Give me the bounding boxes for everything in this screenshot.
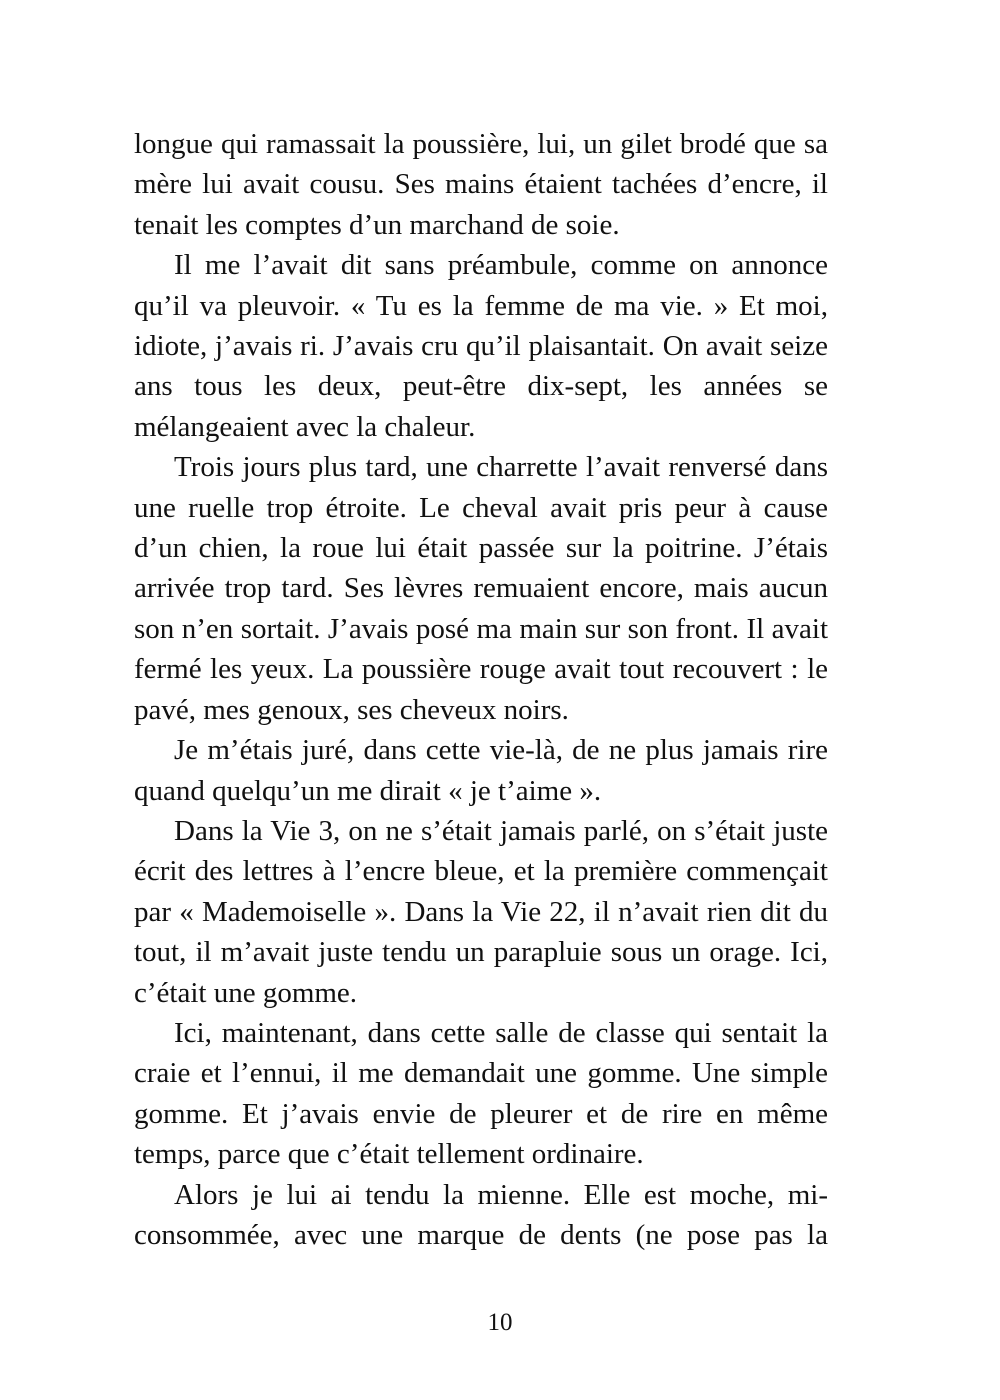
- paragraph-6: Ici, maintenant, dans cette salle de classe qui sentait la craie et l’ennui, il me demandait une gomme. Une simple gomme. Et j’avais envie de pleurer et de rire en même temps, parce que c’était tellement ordinaire.: [134, 1016, 828, 1171]
- paragraph-5: Dans la Vie 3, on ne s’était jamais parlé, on s’était juste écrit des lettres à l’encre bleue, et la première commençait par « Mademoiselle ». Dans la Vie 22, il n’avait rien dit du tout, il m’avait juste tendu un parapluie sous un orage. Ici, c’était une gomme.: [134, 814, 828, 1009]
- paragraph-4: Je m’étais juré, dans cette vie-là, de ne plus jamais rire quand quelqu’un me dirait « je t’aime ».: [134, 734, 828, 807]
- page-body: [134, 124, 828, 1255]
- paragraph-7: Alors je lui ai tendu la mienne. Elle est moche, mi-consommée, avec une marque de dents (ne pose pas la: [134, 1178, 828, 1251]
- page-number: 10: [487, 1309, 513, 1336]
- paragraph-1: longue qui ramassait la poussière, lui, un gilet brodé que sa mère lui avait cousu. Ses mains étaient tachées d’encre, il tenait les comptes d’un marchand de soie.: [134, 128, 828, 241]
- paragraph-2: Il me l’avait dit sans préambule, comme on annonce qu’il va pleuvoir. « Tu es la femme de ma vie. » Et moi, idiote, j’avais ri. J’avais cru qu’il plaisantait. On avait seize ans tous les deux, peut-être dix-sept, les années se mélangeaient avec la chaleur.: [134, 249, 828, 443]
- paragraph-3: Trois jours plus tard, une charrette l’avait renversé dans une ruelle trop étroite. Le cheval avait pris peur à cause d’un chien, la roue lui était passée sur la poitrine. J’étais arrivée trop tard. Ses lèvres remuaient encore, mais aucun son n’en sortait. J’avais posé ma main sur son front. Il avait fermé les yeux. La poussière rouge avait tout recouvert : le pavé, mes genoux, ses cheveux noirs.: [134, 451, 828, 726]
